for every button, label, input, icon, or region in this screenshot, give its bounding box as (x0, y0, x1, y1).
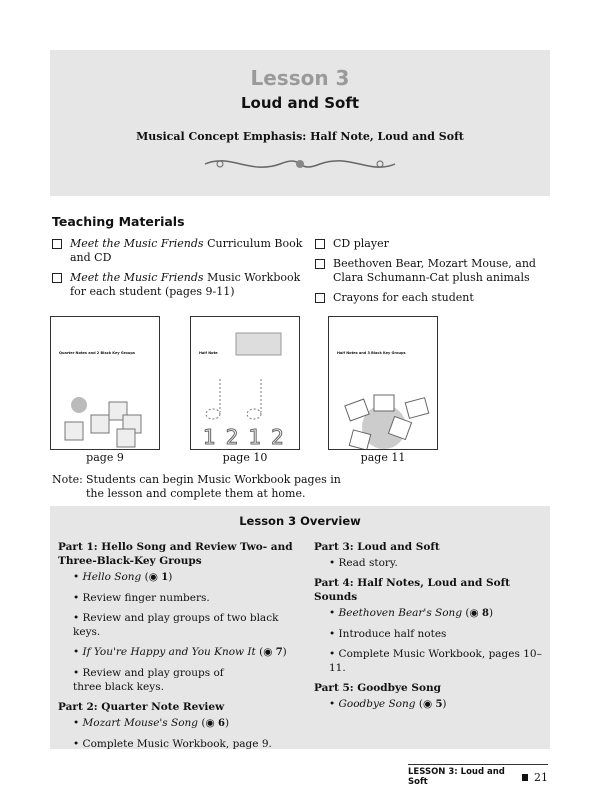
material-text: Crayons for each student (333, 291, 474, 304)
item-text: Read story. (338, 557, 398, 569)
workbook-thumbnail-page-9 (50, 316, 160, 450)
list-item: • Mozart Mouse's Song (◉ 6) (73, 717, 230, 729)
finger-numbers: 1212 (203, 425, 294, 449)
cd-track: 6 (217, 718, 225, 729)
cd-icon: ◉ (422, 698, 433, 710)
square-bullet-icon (522, 774, 528, 781)
list-item: • Complete Music Workbook, page 9. (73, 738, 272, 750)
checkbox-icon (52, 239, 62, 249)
item-text: Complete Music Workbook, page 9. (82, 738, 272, 750)
footer-lesson-label: LESSON 3: Loud and Soft (408, 767, 505, 787)
thumbnail-title: Quarter Notes and 2 Black Key Groups (59, 351, 135, 355)
part-3-title: Part 3: Loud and Soft (314, 541, 440, 553)
list-item: • If You're Happy and You Know It (◉ 7) (73, 646, 287, 658)
note (52, 473, 342, 501)
material-text: Curriculum Book and CD (70, 237, 303, 264)
material-item (315, 237, 550, 251)
cd-track: 5 (435, 699, 443, 710)
overview-title: Lesson 3 Overview (239, 514, 361, 528)
blocks-illustration-icon (51, 317, 160, 450)
material-item (315, 257, 550, 285)
material-text: Beethoven Bear, Mozart Mouse, and Clara Schumann-Cat plush animals (333, 257, 536, 284)
material-text: CD player (333, 237, 389, 250)
part-1-title: Part 1: Hello Song and Review Two- and Three-Black-Key Groups (58, 541, 293, 567)
song-title: Goodbye Song (338, 698, 416, 710)
cards-illustration-icon (329, 317, 438, 450)
cd-icon: ◉ (205, 717, 215, 729)
list-item: • Goodbye Song (◉ 5) (329, 698, 447, 710)
book-title: Meet the Music Friends (70, 271, 204, 284)
cd-icon: ◉ (263, 646, 273, 658)
thumbnail-caption: page 9 (86, 451, 124, 464)
book-title: Meet the Music Friends (70, 237, 204, 250)
part-5-title: Part 5: Goodbye Song (314, 682, 441, 694)
item-text: Review finger numbers. (82, 592, 210, 604)
checkbox-icon (315, 293, 325, 303)
material-item (52, 237, 312, 265)
teaching-materials-heading: Teaching Materials (52, 214, 185, 229)
note-label: Note: (52, 473, 83, 486)
part-4-title: Part 4: Half Notes, Loud and Soft Sounds (314, 577, 510, 603)
lesson-title: Loud and Soft (240, 94, 360, 112)
page-number: 21 (534, 770, 548, 784)
cd-track: 1 (161, 572, 169, 583)
list-item: • Review and play groups of two black keys. (73, 612, 279, 638)
list-item: • Complete Music Workbook, pages 10–11. (329, 648, 542, 674)
overview-right-column (314, 540, 550, 718)
item-text: Review and play groups of three black keys. (73, 667, 224, 693)
concept-emphasis: Musical Concept Emphasis: Half Note, Loud and Soft (136, 130, 464, 143)
list-item: • Hello Song (◉ 1) (73, 571, 173, 583)
materials-list-right (315, 237, 550, 311)
thumbnail-title: Half Notes and 3 Black Key Groups (337, 351, 406, 355)
item-text: Review and play groups of two black keys. (73, 612, 279, 638)
cd-icon: ◉ (469, 607, 479, 619)
thumbnail-caption: page 10 (222, 451, 268, 464)
list-item: • Review and play groups of three black keys. (73, 667, 224, 693)
list-item: • Review finger numbers. (73, 592, 210, 604)
part-2-title: Part 2: Quarter Note Review (58, 701, 225, 713)
cd-icon: ◉ (148, 571, 158, 583)
item-text: Introduce half notes (338, 628, 447, 640)
lesson-header (50, 50, 550, 196)
page-footer (408, 764, 548, 787)
list-item: • Beethoven Bear's Song (◉ 8) (329, 607, 494, 619)
checkbox-icon (315, 239, 325, 249)
note-text: Students can begin Music Workbook pages in the lesson and complete them at home. (86, 473, 341, 500)
workbook-thumbnail-page-11 (328, 316, 438, 450)
material-text: Music Workbook for each student (pages 9-11) (70, 271, 301, 298)
lesson-number: Lesson 3 (250, 66, 350, 90)
cd-track: 8 (482, 608, 489, 619)
ornament-divider-icon (200, 153, 400, 175)
song-title: Beethoven Bear's Song (338, 607, 463, 619)
material-item (315, 291, 550, 305)
thumbnail-caption: page 11 (360, 451, 406, 464)
material-item (52, 271, 312, 299)
lesson-overview (50, 506, 550, 749)
list-item: • Read story. (329, 557, 398, 569)
item-text: Complete Music Workbook, pages 10–11. (329, 648, 542, 674)
song-title: Hello Song (82, 571, 142, 583)
checkbox-icon (52, 273, 62, 283)
song-title: Mozart Mouse's Song (82, 717, 199, 729)
cd-track: 7 (275, 647, 283, 658)
overview-left-column (58, 540, 293, 757)
list-item: • Introduce half notes (329, 628, 447, 640)
workbook-thumbnail-page-10 (190, 316, 300, 450)
checkbox-icon (315, 259, 325, 269)
song-title: If You're Happy and You Know It (82, 646, 256, 658)
materials-list-left (52, 237, 312, 305)
thumbnail-title: Half Note (199, 351, 218, 355)
